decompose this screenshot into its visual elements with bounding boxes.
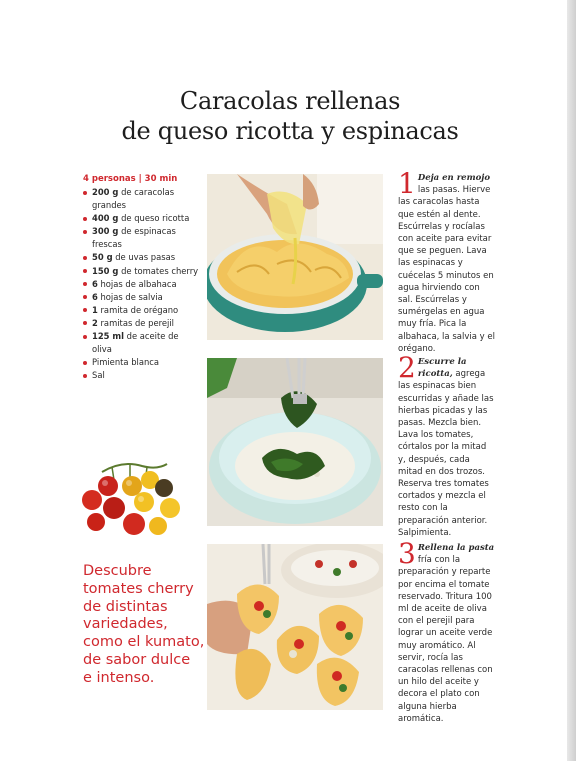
step-lead: Escurre la ricotta, (417, 357, 467, 380)
ingredient-text: ramitas de perejil (97, 317, 174, 328)
ingredient-item (83, 186, 201, 212)
ingredient-text: de uvas pasas (112, 252, 176, 263)
ingredient-text: ramita de orégano (97, 304, 179, 315)
ingredient-text: de caracolas grandes (92, 187, 175, 211)
ingredient-quantity: 6 (92, 278, 98, 289)
tip-line: como el kumato, (83, 634, 205, 651)
ingredient-item (83, 369, 201, 382)
ingredient-item (83, 278, 201, 291)
ingredient-item (83, 356, 201, 369)
photo-stuffed-shells (207, 544, 383, 710)
ingredient-quantity: 6 (92, 291, 98, 302)
title-line-1: Caracolas rellenas (179, 87, 401, 115)
step-1 (398, 167, 495, 355)
ingredient-item (83, 317, 201, 330)
step-3 (398, 537, 495, 725)
ingredient-quantity: 2 (92, 317, 98, 328)
photo-pasta-colander (207, 174, 383, 340)
step-lead: Rellena la pasta (417, 543, 495, 553)
tip-line: de sabor dulce (83, 651, 191, 668)
page-edge (567, 0, 576, 761)
recipe-title (90, 86, 490, 146)
ingredient-quantity: 300 g (92, 226, 119, 237)
ingredient-text: de queso ricotta (118, 213, 190, 224)
ingredient-text: de tomates cherry (118, 265, 199, 276)
ingredient-text: Sal (92, 370, 105, 381)
ingredient-text: hojas de salvia (97, 291, 163, 302)
ingredient-quantity: 125 ml (92, 331, 124, 342)
ingredient-item (83, 304, 201, 317)
tip-line: tomates cherry (83, 580, 194, 597)
ingredient-item (83, 265, 201, 278)
step-lead: Deja en remojo (417, 173, 490, 183)
tip-line: variedades, (83, 616, 168, 633)
ingredient-text: Pimienta blanca (92, 357, 160, 368)
step-number: 1 (398, 167, 416, 200)
step-text: fría con la preparación y reparte por encima el tomate reservado. Tritura 100 ml de aceite de oliva con el perejil para lograr un aceite verde muy aromático. Al servir, rocía las caracolas rellenas con un hilo del aceite y decora el plato con alguna hierba aromática. (398, 555, 493, 724)
ingredient-item (83, 330, 201, 356)
ingredient-text: de aceite de oliva (92, 331, 179, 355)
ingredient-quantity: 1 (92, 304, 98, 315)
tip-callout (83, 563, 203, 688)
ingredient-quantity: 400 g (92, 213, 119, 224)
step-number: 2 (398, 351, 416, 384)
tip-line: e intenso. (83, 669, 155, 686)
ingredient-item (83, 251, 201, 264)
ingredient-list (83, 186, 201, 382)
ingredient-item (83, 212, 201, 225)
step-number: 3 (398, 537, 416, 570)
ingredient-text: de espinacas frescas (92, 226, 176, 250)
ingredient-quantity: 150 g (92, 265, 119, 276)
step-text: agrega las espinacas bien escurridas y añade las hierbas picadas y las pasas. Mezcla bien. Lava los tomates, córtalos por la mitad y, después, cada mitad en dos trozos. Reserva tres tomates cortados y mezcla el resto con la preparación anterior. Salpimienta. (398, 369, 494, 538)
ingredient-quantity: 200 g (92, 187, 119, 197)
step-2 (398, 351, 495, 539)
cherry-tomatoes-image (72, 452, 188, 548)
photo-ricotta-spinach (207, 358, 383, 526)
ingredient-item (83, 225, 201, 251)
ingredient-item (83, 291, 201, 304)
servings-time: 4 personas | 30 min (83, 174, 178, 184)
tip-line: de distintas (83, 598, 168, 615)
tip-line: Descubre (83, 563, 152, 579)
ingredient-text: hojas de albahaca (97, 278, 177, 289)
title-line-2: de queso ricotta y espinacas (121, 117, 459, 145)
step-text: las pasas. Hierve las caracolas hasta que estén al dente. Escúrrelas y rocíalas con aceite para evitar que se peguen. Lava las espinacas y cuécelas 5 minutos en agua hirviendo con sal. Escúrrelas y sumérgelas en agua muy fría. Pica la albahaca, la salvia y el orégano. (398, 185, 495, 354)
ingredient-quantity: 50 g (92, 252, 113, 263)
